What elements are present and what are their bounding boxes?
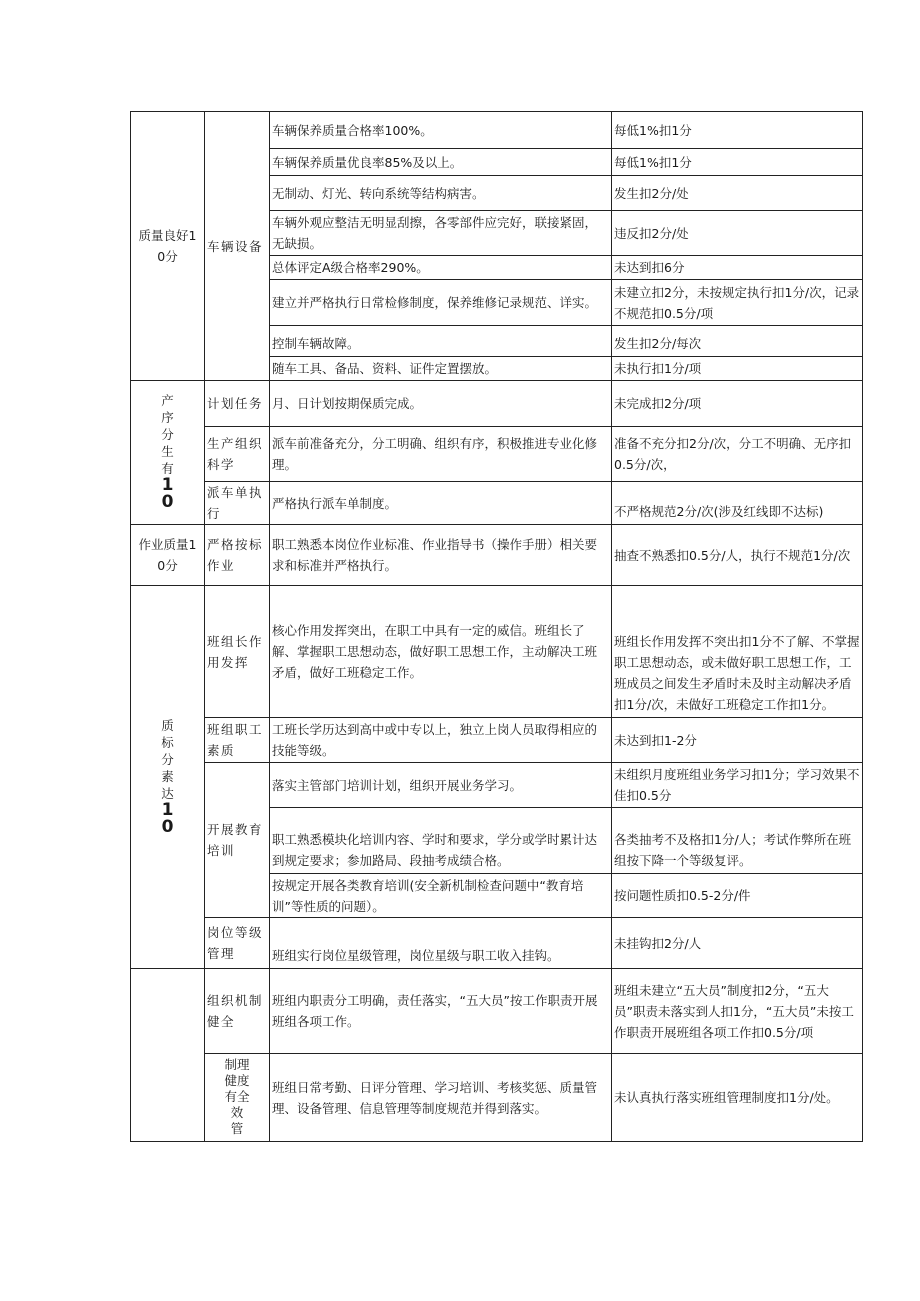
assessment-table (130, 111, 863, 1142)
subcategory-cell: 开展教育培训 (205, 763, 270, 918)
table-row (131, 586, 863, 718)
deduction-cell: 未组织月度班组业务学习扣1分；学习效果不佳扣0.5分 (612, 763, 863, 808)
category-score: 10 (161, 475, 174, 512)
category-label-vertical (160, 717, 176, 836)
subcategory-cell: 计划任务 (205, 381, 270, 427)
table-row (131, 969, 863, 1054)
category-char: 有 (161, 461, 174, 476)
standard-cell: 工班长学历达到高中或中专以上，独立上岗人员取得相应的技能等级。 (270, 718, 612, 763)
standard-cell: 职工熟悉模块化培训内容、学时和要求，学分或学时累计达到规定要求；参加路局、段抽考成绩合格。 (270, 808, 612, 874)
deduction-cell: 班组未建立“五大员”制度扣2分，“五大员”职责未落实到人扣1分，“五大员”未按工作职责开展班组各项工作扣0.5分/项 (612, 969, 863, 1054)
category-label-vertical (160, 392, 176, 511)
deduction-cell: 发生扣2分/每次 (612, 326, 863, 357)
category-char: 达 (161, 785, 174, 801)
category-char: 产 (161, 393, 174, 408)
category-cell (131, 525, 205, 586)
subcategory-cell: 岗位等级管理 (205, 918, 270, 969)
standard-cell: 总体评定A级合格率290%。 (270, 256, 612, 280)
deduction-cell: 违反扣2分/处 (612, 211, 863, 256)
standard-cell: 车辆保养质量优良率85%及以上。 (270, 149, 612, 176)
category-cell (131, 112, 205, 381)
deduction-cell: 抽查不熟悉扣0.5分/人，执行不规范1分/次 (612, 525, 863, 586)
subcategory-line: 有全 (224, 1088, 250, 1104)
deduction-cell: 未达到扣6分 (612, 256, 863, 280)
subcategory-label: 车辆设备 (207, 238, 264, 254)
table-row (131, 482, 863, 525)
subcategory-line: 制理 (224, 1056, 250, 1072)
deduction-cell: 班组长作用发挥不突出扣1分不了解、不掌握职工思想动态，或未做好职工思想工作，工班成员之间发生矛盾时未及时主动解决矛盾扣1分/次，未做好工班稳定工作扣1分。 (612, 586, 863, 718)
standard-cell: 随车工具、备品、资料、证件定置摆放。 (270, 357, 612, 381)
deduction-cell: 未达到扣1-2分 (612, 718, 863, 763)
subcategory-line: 管 (230, 1120, 244, 1136)
subcategory-cell: 班组长作用发挥 (205, 586, 270, 718)
deduction-cell: 每低1%扣1分 (612, 112, 863, 149)
table-row (131, 112, 863, 149)
subcategory-cell: 组织机制健全 (205, 969, 270, 1054)
deduction-cell: 每低1%扣1分 (612, 149, 863, 176)
category-label: 质量良好10分 (138, 228, 197, 264)
category-char: 质 (161, 717, 174, 733)
standard-cell: 月、日计划按期保质完成。 (270, 381, 612, 427)
deduction-cell: 未挂钩扣2分/人 (612, 918, 863, 969)
category-label: 作业质量10分 (138, 537, 197, 573)
table-row (131, 718, 863, 763)
standard-cell: 班组实行岗位星级管理，岗位星级与职工收入挂钩。 (270, 918, 612, 969)
standard-cell: 控制车辆故障。 (270, 326, 612, 357)
deduction-cell: 未完成扣2分/项 (612, 381, 863, 427)
subcategory-line: 效 (230, 1104, 244, 1120)
table-row (131, 525, 863, 586)
category-char: 分 (161, 751, 174, 767)
standard-cell: 班组日常考勤、日评分管理、学习培训、考核奖惩、质量管理、设备管理、信息管理等制度规范并得到落实。 (270, 1054, 612, 1142)
standard-cell: 无制动、灯光、转向系统等结构病害。 (270, 176, 612, 211)
category-char: 序 (161, 410, 174, 425)
subcategory-cell: 严格按标作业 (205, 525, 270, 586)
category-char: 生 (161, 444, 174, 459)
deduction-cell: 发生扣2分/处 (612, 176, 863, 211)
category-cell (131, 381, 205, 525)
standard-cell: 派车前准备充分，分工明确、组织有序，积极推进专业化修理。 (270, 427, 612, 482)
standard-cell: 核心作用发挥突出，在职工中具有一定的威信。班组长了解、掌握职工思想动态，做好职工思想工作，主动解决工班矛盾，做好工班稳定工作。 (270, 586, 612, 718)
category-cell (131, 586, 205, 969)
subcategory-cell: 派车单执行 (205, 482, 270, 525)
standard-cell: 落实主管部门培训计划，组织开展业务学习。 (270, 763, 612, 808)
standard-cell: 职工熟悉本岗位作业标准、作业指导书（操作手册）相关要求和标准并严格执行。 (270, 525, 612, 586)
category-char: 分 (161, 427, 174, 442)
subcategory-cell: 班组职工素质 (205, 718, 270, 763)
table-row (131, 763, 863, 808)
deduction-cell: 各类抽考不及格扣1分/人；考试作弊所在班组按下降一个等级复评。 (612, 808, 863, 874)
standard-cell: 建立并严格执行日常检修制度，保养维修记录规范、详实。 (270, 280, 612, 326)
subcategory-label-stacked (207, 1057, 267, 1137)
category-char: 标 (161, 734, 174, 750)
table-row (131, 381, 863, 427)
standard-cell: 严格执行派车单制度。 (270, 482, 612, 525)
table-row (131, 427, 863, 482)
deduction-cell: 准备不充分扣2分/次，分工不明确、无序扣0.5分/次， (612, 427, 863, 482)
subcategory-cell: 生产组织科学 (205, 427, 270, 482)
standard-cell: 按规定开展各类教育培训(安全新机制检查问题中“教育培训”等性质的问题）。 (270, 874, 612, 918)
subcategory-cell (205, 112, 270, 381)
standard-cell: 班组内职责分工明确，责任落实，“五大员”按工作职责开展班组各项工作。 (270, 969, 612, 1054)
category-char: 素 (161, 768, 174, 784)
deduction-cell: 不严格规范2分/次(涉及红线即不达标) (612, 482, 863, 525)
table-row (131, 918, 863, 969)
deduction-cell: 未建立扣2分，未按规定执行扣1分/次，记录不规范扣0.5分/项 (612, 280, 863, 326)
category-score: 10 (161, 799, 174, 837)
standard-cell: 车辆保养质量合格率100%。 (270, 112, 612, 149)
category-cell (131, 969, 205, 1142)
standard-cell: 车辆外观应整洁无明显刮擦，各零部件应完好，联接紧固，无缺损。 (270, 211, 612, 256)
deduction-cell: 未执行扣1分/项 (612, 357, 863, 381)
subcategory-cell (205, 1054, 270, 1142)
deduction-cell: 未认真执行落实班组管理制度扣1分/处。 (612, 1054, 863, 1142)
table-row (131, 1054, 863, 1142)
subcategory-line: 健度 (224, 1072, 250, 1088)
deduction-cell: 按问题性质扣0.5-2分/件 (612, 874, 863, 918)
